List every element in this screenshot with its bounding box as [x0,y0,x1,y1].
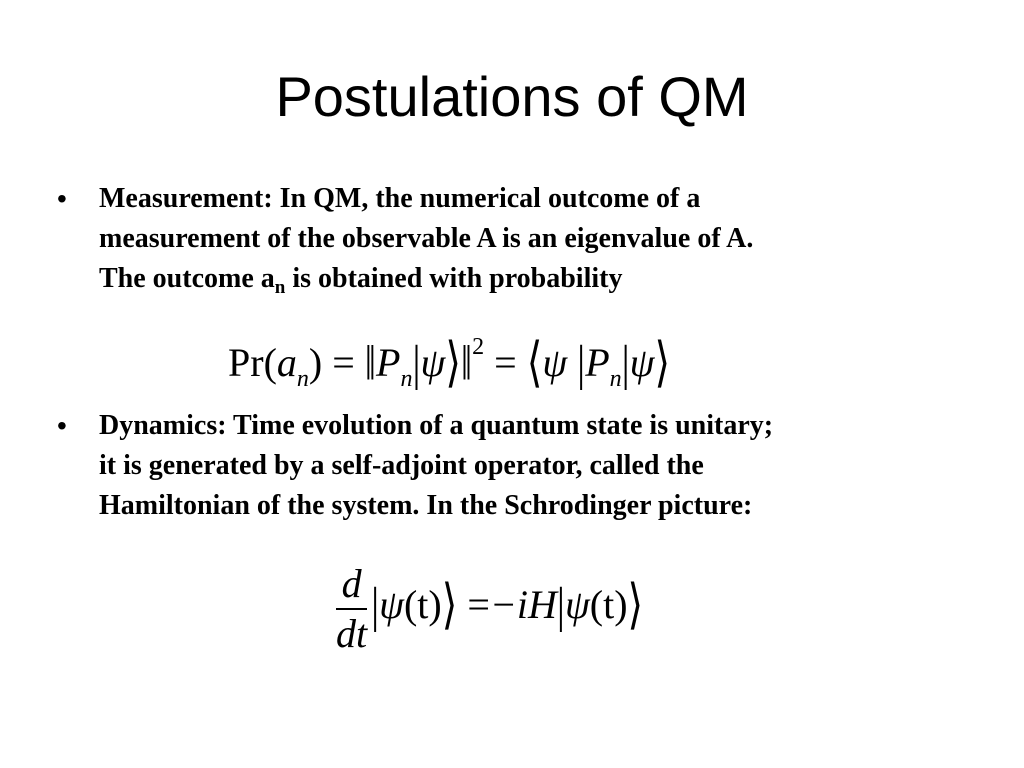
bullet-line [99,259,949,308]
eq-norm-right: ‖ [460,334,473,391]
eq-psi: ψ [420,340,446,385]
eq2-denominator: dt [336,611,368,656]
eq-norm-left: ‖ [364,334,377,391]
eq2-t: (t) [403,582,442,628]
bullet-line: Measurement: In QM, the numerical outcome of a [99,183,701,214]
eq-power: 2 [472,334,485,360]
bullet-text [99,179,949,308]
bullet-line: it is generated by a self-adjoint operator, called the [99,450,704,481]
eq2-equals: = [467,582,490,628]
bullet-line: Dynamics: Time evolution of a quantum state is unitary; [99,410,774,441]
eq2-rangle: ⟩ [441,574,458,635]
eq2-t-2: (t) [589,582,628,628]
eq2-psi-2: ψ [564,582,590,628]
eq-var-sub: n [296,366,309,392]
eq-equals: = [332,340,355,385]
eq-pr: Pr( [228,340,277,385]
eq-rangle: ⟩ [445,331,461,393]
bullet-measurement [57,179,957,299]
slide-title: Postulations of QM [275,65,749,128]
eq-close: ) [308,340,323,385]
probability-equation [228,322,670,404]
eq2-psi: ψ [379,582,404,628]
eq-bar-3: | [621,334,630,391]
eq2-rangle-2: ⟩ [627,574,644,635]
eq2-fraction-bar [336,608,367,610]
eq-bar-2: | [577,334,586,391]
eq-var: a [276,340,297,385]
bullet-dynamics [57,406,957,526]
eq-psi-3: ψ [629,340,655,385]
eq2-bar: | [371,576,380,633]
eq-psi-2: ψ [542,340,568,385]
eq-rangle-2: ⟩ [654,331,671,393]
eq2-numerator: d [341,561,362,606]
eq-langle: ⟨ [526,331,543,393]
eq-bar: | [412,334,421,391]
eq-op-sub-2: n [609,366,622,392]
outcome-suffix: is obtained with probability [285,263,623,294]
outcome-prefix: The outcome a [99,263,275,294]
eq-op-2: P [585,340,610,385]
outcome-subscript: n [274,277,286,298]
bullet-icon: • [57,183,67,214]
eq2-bar-2: | [556,576,565,633]
bullet-text [99,406,949,526]
eq-equals-2: = [494,340,517,385]
bullet-line: Hamiltonian of the system. In the Schrodinger picture: [99,490,753,521]
eq2-fraction [336,562,367,656]
eq-op-sub: n [400,366,413,392]
eq-op: P [376,340,401,385]
schrodinger-equation [336,562,643,656]
bullet-icon: • [57,410,67,441]
bullet-line: measurement of the observable A is an eigenvalue of A. [99,223,754,254]
eq2-coef: −iH [489,582,557,628]
